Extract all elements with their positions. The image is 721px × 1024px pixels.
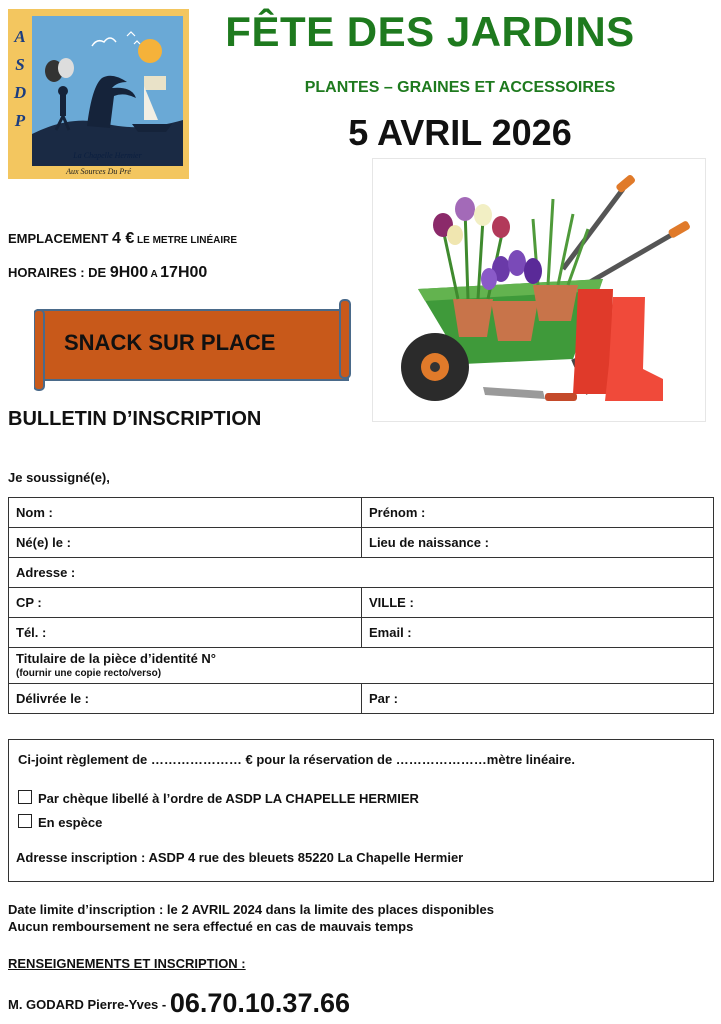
payment-line: Ci-joint règlement de ………………… € pour la réservation de …………………mètre linéaire. bbox=[18, 752, 575, 767]
horaires-sep: A bbox=[148, 269, 161, 280]
logo-caption: Aux Sources Du Pré bbox=[66, 167, 131, 176]
page-subtitle: PLANTES – GRAINES ET ACCESSOIRES bbox=[304, 79, 616, 96]
logo-landscape-icon bbox=[32, 16, 183, 166]
refund-text: Aucun remboursement ne sera effectué en cas de mauvais temps bbox=[8, 919, 414, 934]
table-row bbox=[9, 528, 714, 558]
horaires-start: 9H00 bbox=[109, 264, 149, 281]
info-heading: RENSEIGNEMENTS ET INSCRIPTION : bbox=[8, 956, 246, 971]
nom-field[interactable]: Nom : bbox=[9, 498, 362, 528]
id-document-label: Titulaire de la pièce d’identité N° bbox=[16, 650, 217, 666]
registration-address bbox=[16, 850, 463, 865]
cheque-label: Par chèque libellé à l’ordre de ASDP LA CHAPELLE HERMIER bbox=[38, 791, 419, 806]
wheelbarrow-flowers-icon bbox=[373, 159, 705, 421]
horaires-end: 17H00 bbox=[160, 264, 208, 281]
page-title: FÊTE DES JARDINS bbox=[225, 8, 635, 55]
contact-name: M. GODARD Pierre-Yves - bbox=[8, 997, 170, 1012]
horaires-label: HORAIRES : DE bbox=[8, 265, 110, 280]
logo-town: La Chapelle Hermier bbox=[73, 151, 142, 160]
cp-field[interactable]: CP : bbox=[9, 588, 362, 618]
logo-letters bbox=[10, 23, 30, 135]
ville-field[interactable]: VILLE : bbox=[362, 588, 714, 618]
table-row bbox=[9, 588, 714, 618]
delivered-date-field[interactable]: Délivrée le : bbox=[9, 684, 362, 714]
registration-form-table bbox=[8, 497, 714, 714]
emplacement-label: EMPLACEMENT bbox=[8, 231, 112, 246]
wheelbarrow-illustration bbox=[372, 158, 706, 422]
logo-letter-a: A bbox=[14, 27, 26, 46]
logo-scene bbox=[32, 16, 183, 166]
prenom-field[interactable]: Prénom : bbox=[362, 498, 714, 528]
table-row bbox=[9, 684, 714, 714]
id-document-field[interactable] bbox=[9, 648, 714, 684]
birthdate-field[interactable]: Né(e) le : bbox=[9, 528, 362, 558]
logo-letter-d: D bbox=[13, 83, 27, 102]
birthplace-field[interactable]: Lieu de naissance : bbox=[362, 528, 714, 558]
contact-phone: 06.70.10.37.66 bbox=[169, 988, 350, 1018]
deadline-text: Date limite d’inscription : le 2 AVRIL 2024 dans la limite des places disponibles bbox=[8, 902, 494, 917]
horaires-line bbox=[8, 264, 207, 282]
table-row bbox=[9, 648, 714, 684]
logo-letter-s: S bbox=[15, 55, 25, 74]
table-row bbox=[9, 558, 714, 588]
logo-letter-p: P bbox=[14, 111, 26, 130]
registration-address-label: Adresse inscription bbox=[16, 850, 138, 865]
emplacement-line bbox=[8, 230, 237, 248]
table-row bbox=[9, 498, 714, 528]
id-document-note: (fournir une copie recto/verso) bbox=[16, 667, 162, 679]
cash-option[interactable] bbox=[18, 814, 102, 830]
contact-line bbox=[8, 988, 350, 1019]
snack-banner-text: SNACK SUR PLACE bbox=[64, 330, 276, 355]
email-field[interactable]: Email : bbox=[362, 618, 714, 648]
tel-field[interactable]: Tél. : bbox=[9, 618, 362, 648]
asdp-logo bbox=[8, 9, 189, 179]
table-row bbox=[9, 618, 714, 648]
cheque-checkbox[interactable] bbox=[18, 790, 32, 804]
emplacement-price: 4 € bbox=[112, 230, 135, 247]
cheque-option[interactable] bbox=[18, 790, 419, 806]
bulletin-heading: BULLETIN D’INSCRIPTION bbox=[8, 408, 262, 430]
intro-text: Je soussigné(e), bbox=[8, 470, 110, 485]
emplacement-unit: LE METRE LINÉAIRE bbox=[134, 235, 238, 246]
delivered-by-field[interactable]: Par : bbox=[362, 684, 714, 714]
registration-address-value: : ASDP 4 rue des bleuets 85220 La Chapelle Hermier bbox=[137, 850, 464, 865]
cash-checkbox[interactable] bbox=[18, 814, 32, 828]
event-date: 5 AVRIL 2026 bbox=[348, 112, 572, 153]
cash-label: En espèce bbox=[38, 815, 103, 830]
address-field[interactable]: Adresse : bbox=[9, 558, 714, 588]
